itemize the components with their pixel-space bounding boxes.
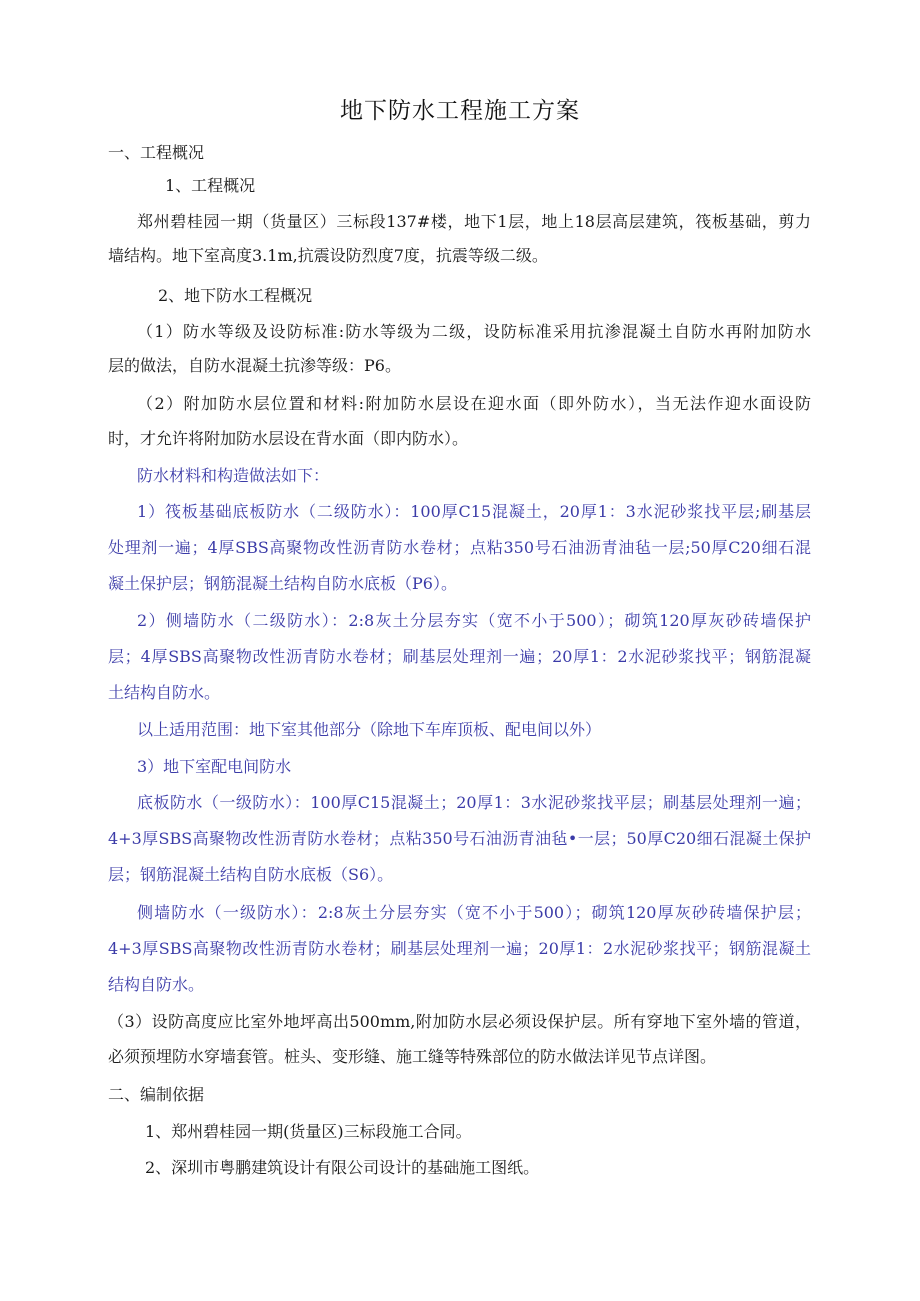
paragraph-line: 以上适用范围：地下室其他部分（除地下车库顶板、配电间以外） [137, 720, 602, 739]
paragraph-line: 层的做法，自防水混凝土抗渗等级：P6。 [108, 356, 401, 375]
paragraph-line: 墙结构。地下室高度3.1m,抗震设防烈度7度，抗震等级二级。 [108, 246, 548, 265]
paragraph-line: 时，才允许将附加防水层设在背水面（即内防水）。 [108, 429, 469, 448]
paragraph-line: 2）侧墙防水（二级防水）：2:8灰土分层夯实（宽不小于500）；砌筑120厚灰砂砖墙保护 [137, 611, 811, 630]
paragraph-line: 郑州碧桂园一期（货量区）三标段137#楼，地下1层，地上18层高层建筑，筏板基础，剪力 [137, 212, 811, 231]
paragraph-line: 4+3厚SBS高聚物改性沥青防水卷材；刷基层处理剂一遍；20厚1：2水泥砂浆找平；钢筋混凝土 [108, 939, 811, 958]
section-heading-basis: 二、编制依据 [108, 1085, 205, 1104]
paragraph-line: （2）附加防水层位置和材料:附加防水层设在迎水面（即外防水），当无法作迎水面设防 [137, 394, 811, 413]
subheading-project-overview: 1、工程概况 [165, 176, 256, 195]
paragraph-line: 层；4厚SBS高聚物改性沥青防水卷材；刷基层处理剂一遍；20厚1：2水泥砂浆找平；钢筋混凝 [108, 647, 811, 666]
subheading-waterproof-overview: 2、地下防水工程概况 [158, 286, 313, 305]
paragraph-line: 凝土保护层；钢筋混凝土结构自防水底板（P6）。 [108, 574, 457, 593]
paragraph-line: 层；钢筋混凝土结构自防水底板（S6）。 [108, 865, 394, 884]
paragraph-line: 处理剂一遍；4厚SBS高聚物改性沥青防水卷材；点粘350号石油沥青油毡一层;50厚C20细石混 [108, 538, 811, 557]
paragraph-line: 结构自防水。 [108, 975, 205, 994]
list-item: 1、郑州碧桂园一期(货量区)三标段施工合同。 [145, 1122, 472, 1141]
paragraph-line: （1）防水等级及设防标准:防水等级为二级，设防标准采用抗渗混凝土自防水再附加防水 [137, 322, 811, 341]
list-item: 2、深圳市粤鹏建筑设计有限公司设计的基础施工图纸。 [145, 1158, 540, 1177]
paragraph-line: 底板防水（一级防水）：100厚C15混凝土；20厚1：3水泥砂浆找平层；刷基层处理剂一遍； [137, 793, 811, 812]
paragraph-line: （3）设防高度应比室外地坪高出500mm,附加防水层必须设保护层。所有穿地下室外墙的管道， [108, 1012, 811, 1031]
paragraph-line: 1）筏板基础底板防水（二级防水）：100厚C15混凝土，20厚1：3水泥砂浆找平层;刷基层 [137, 502, 811, 521]
paragraph-line: 土结构自防水。 [108, 683, 221, 702]
document-title: 地下防水工程施工方案 [340, 98, 580, 124]
paragraph-line: 防水材料和构造做法如下： [137, 466, 330, 485]
section-heading-overview: 一、工程概况 [108, 143, 205, 162]
paragraph-line: 3）地下室配电间防水 [137, 757, 292, 776]
paragraph-line: 4+3厚SBS高聚物改性沥青防水卷材；点粘350号石油沥青油毡•一层；50厚C20细石混凝土保护 [108, 829, 811, 848]
paragraph-line: 必须预埋防水穿墙套管。桩头、变形缝、施工缝等特殊部位的防水做法详见节点详图。 [108, 1047, 717, 1066]
paragraph-line: 侧墙防水（一级防水）：2:8灰土分层夯实（宽不小于500）；砌筑120厚灰砂砖墙保护层； [137, 903, 811, 922]
